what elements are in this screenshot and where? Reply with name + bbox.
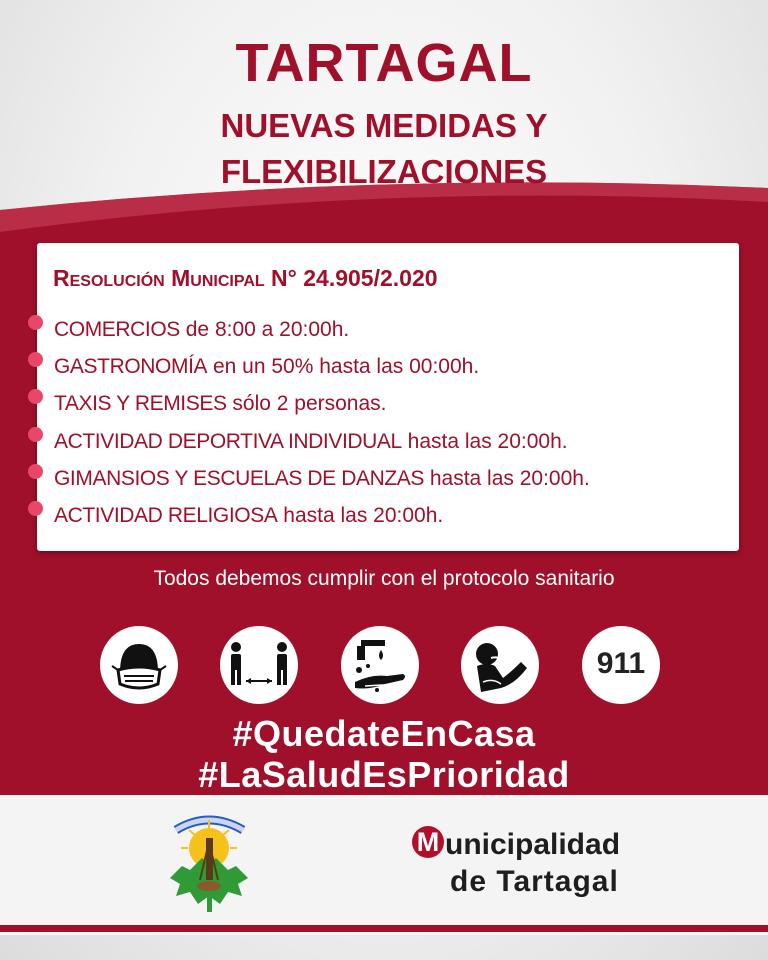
protocol-icons — [0, 620, 768, 710]
list-item — [37, 497, 737, 534]
bullet-icon — [28, 501, 43, 516]
brand-line-1-text: unicipalidad — [445, 828, 621, 861]
mask-icon — [100, 626, 178, 704]
bullet-icon — [28, 315, 43, 330]
item-detail: hasta las 20:00h. — [424, 466, 590, 490]
bottom-stripe — [0, 925, 768, 932]
emergency-911-icon — [582, 626, 660, 704]
bullet-icon — [28, 464, 43, 479]
page-subtitle — [0, 103, 768, 195]
item-keyword: COMERCIOS — [54, 318, 180, 341]
item-detail: hasta las 20:00h. — [277, 503, 444, 527]
item-keyword: GASTRONOMÍA — [54, 355, 208, 379]
list-item — [37, 385, 737, 422]
subtitle-line-2: FLEXIBILIZACIONES — [220, 153, 548, 190]
municipal-seal-logo — [162, 808, 257, 918]
item-detail: en un 50% hasta las 00:00h. — [207, 355, 480, 379]
item-detail: de 8:00 a 20:00h. — [179, 318, 350, 341]
social-distance-icon — [220, 626, 298, 704]
bullet-icon — [28, 427, 43, 442]
item-keyword: TAXIS Y REMISES — [54, 392, 227, 416]
resolution-heading: Resolución Municipal N° 24.905/2.020 — [53, 265, 438, 291]
item-detail: sólo 2 personas. — [226, 392, 387, 416]
list-item — [37, 311, 737, 348]
emergency-number: 911 — [596, 647, 646, 680]
list-item — [37, 423, 737, 460]
brand-m-badge: M — [412, 826, 444, 858]
bullet-icon — [28, 389, 43, 404]
item-keyword: GIMANSIOS Y ESCUELAS DE DANZAS — [54, 466, 424, 490]
measures-list — [37, 311, 737, 534]
subtitle-line-1: NUEVAS MEDIDAS Y — [220, 107, 548, 144]
list-item — [37, 348, 737, 385]
measures-card — [37, 243, 739, 551]
hand-wash-icon — [341, 626, 419, 704]
footer — [0, 795, 768, 935]
cough-elbow-icon — [461, 626, 539, 704]
hashtag-quedate: #QuedateEnCasa — [232, 713, 536, 754]
hashtag-salud: #LaSaludEsPrioridad — [198, 754, 570, 795]
brand-line-1 — [412, 826, 620, 863]
page-title: TARTAGAL — [235, 33, 533, 93]
protocol-text: Todos debemos cumplir con el protocolo sanitario — [153, 567, 615, 590]
item-detail: hasta las 20:00h. — [401, 429, 568, 453]
list-item — [37, 460, 737, 497]
brand-line-2: de Tartagal — [450, 865, 619, 898]
bullet-icon — [28, 352, 43, 367]
item-keyword: ACTIVIDAD RELIGIOSA — [54, 503, 278, 527]
item-keyword: ACTIVIDAD DEPORTIVA INDIVIDUAL — [54, 429, 402, 453]
